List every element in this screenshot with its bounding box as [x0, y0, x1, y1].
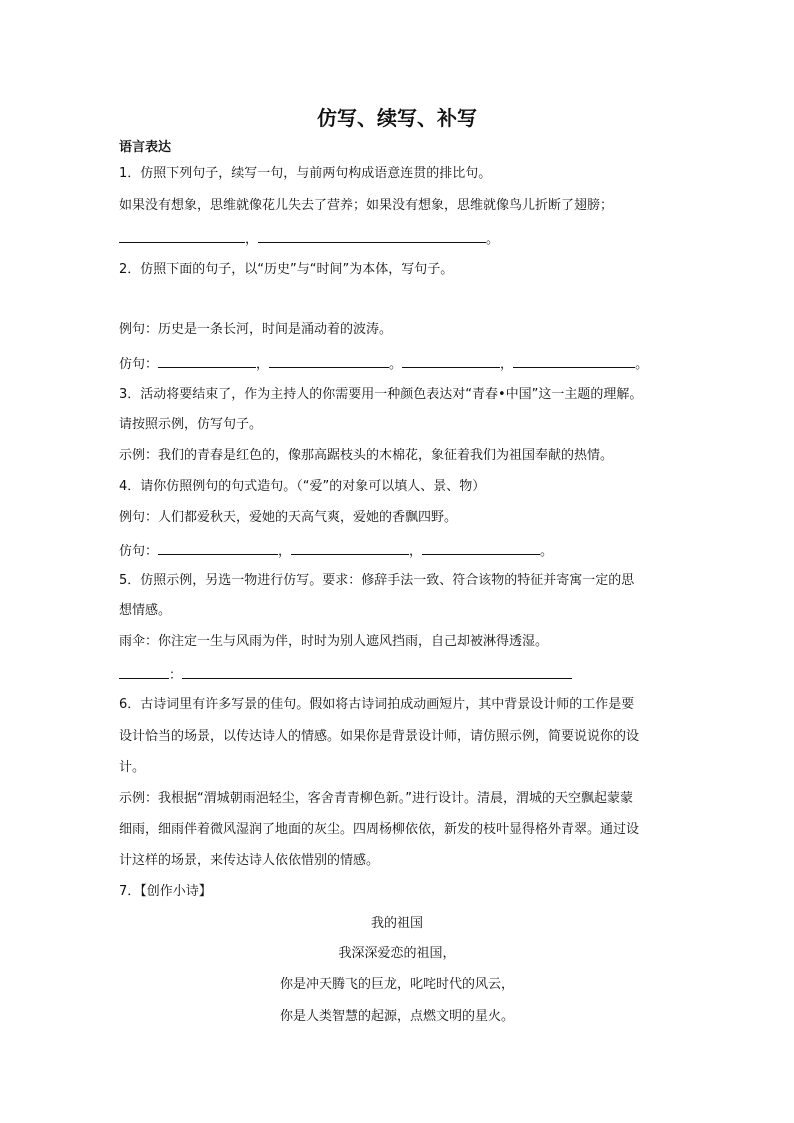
- poem-line: 你是冲天腾飞的巨龙，叱咤时代的风云，: [279, 977, 514, 992]
- answer-blank[interactable]: [119, 664, 169, 679]
- q2-answer-line: [119, 353, 648, 375]
- q5-prompt-cont: 想情感。: [119, 603, 172, 618]
- comma: ，: [500, 357, 514, 372]
- period: 。: [635, 357, 649, 372]
- comma: ，: [256, 357, 270, 372]
- q4-prompt: 4．请你仿照例句的句式造句。（“爱”的对象可以填人、景、物）: [119, 479, 486, 494]
- q5-example: 雨伞：你注定一生与风雨为伴，时时为别人遮风挡雨，自己却被淋得透湿。: [119, 634, 549, 649]
- answer-blank[interactable]: [513, 353, 635, 368]
- answer-blank[interactable]: [269, 353, 389, 368]
- answer-blank[interactable]: [182, 664, 572, 679]
- q7-prompt: 7．【创作小诗】: [119, 884, 212, 899]
- period: 。: [389, 357, 403, 372]
- q1-example: 如果没有想象，思维就像花儿失去了营养；如果没有想象，思维就像鸟儿折断了翅膀；: [119, 198, 614, 213]
- poem-line: 我深深爱恋的祖国，: [338, 946, 456, 961]
- q4-example: 例句：人们都爱秋天，爱她的天高气爽，爱她的香飘四野。: [119, 510, 458, 525]
- q2-prompt: 2．仿照下面的句子，以“历史”与“时间”为本体，写句子。: [119, 262, 454, 277]
- answer-label: 仿句：: [119, 357, 159, 372]
- q6-prompt: 6．古诗词里有许多写景的佳句。假如将古诗词拍成动画短片，其中背景设计师的工作是要: [119, 697, 635, 712]
- poem-line: 你是人类智慧的起源，点燃文明的星火。: [279, 1009, 514, 1024]
- q4-answer-line: [119, 540, 553, 562]
- period: 。: [486, 232, 500, 247]
- page-title: 仿写、续写、补写: [317, 106, 477, 130]
- answer-label: 仿句：: [119, 544, 159, 559]
- q6-example: 示例：我根据“渭城朝雨浥轻尘，客舍青青柳色新。”进行设计。清晨，渭城的天空飘起蒙蒙: [119, 791, 633, 806]
- answer-blank[interactable]: [119, 228, 245, 243]
- q3-prompt: 3．活动将要结束了，作为主持人的你需要用一种颜色表达对“青春•中国”这一主题的理解。: [119, 387, 643, 402]
- period: 。: [540, 544, 554, 559]
- answer-blank[interactable]: [402, 353, 500, 368]
- colon: ：: [169, 668, 183, 683]
- q6-example-cont: 细雨，细雨伴着微风湿润了地面的灰尘。四周杨柳依依，新发的枝叶显得格外青翠。通过设: [119, 822, 640, 837]
- answer-blank[interactable]: [258, 228, 486, 243]
- q6-prompt-cont: 设计恰当的场景，以传达诗人的情感。如果你是背景设计师，请仿照示例，简要说说你的设: [119, 729, 640, 744]
- comma: ，: [278, 544, 292, 559]
- section-label: 语言表达: [119, 140, 172, 155]
- answer-blank[interactable]: [291, 540, 409, 555]
- q5-prompt: 5．仿照示例，另选一物进行仿写。要求：修辞手法一致、符合该物的特征并寄寓一定的思: [119, 573, 635, 588]
- q6-example-cont: 计这样的场景，来传达诗人依依惜别的情感。: [119, 853, 380, 868]
- answer-blank[interactable]: [158, 540, 278, 555]
- q3-prompt-cont: 请按照示例，仿写句子。: [119, 417, 263, 432]
- answer-blank[interactable]: [422, 540, 540, 555]
- q3-example: 示例：我们的青春是红色的，像那高踞枝头的木棉花，象征着我们为祖国奉献的热情。: [119, 448, 614, 463]
- q5-answer-line: [119, 664, 572, 686]
- q6-prompt-cont: 计。: [119, 760, 146, 775]
- q1-prompt: 1．仿照下列句子，续写一句，与前两句构成语意连贯的排比句。: [119, 166, 492, 181]
- answer-blank[interactable]: [158, 353, 256, 368]
- comma: ，: [409, 544, 423, 559]
- q1-answer-line: [119, 228, 499, 250]
- q2-example: 例句：历史是一条长河，时间是涌动着的波涛。: [119, 322, 393, 337]
- poem-title: 我的祖国: [370, 916, 423, 931]
- comma: ，: [245, 232, 259, 247]
